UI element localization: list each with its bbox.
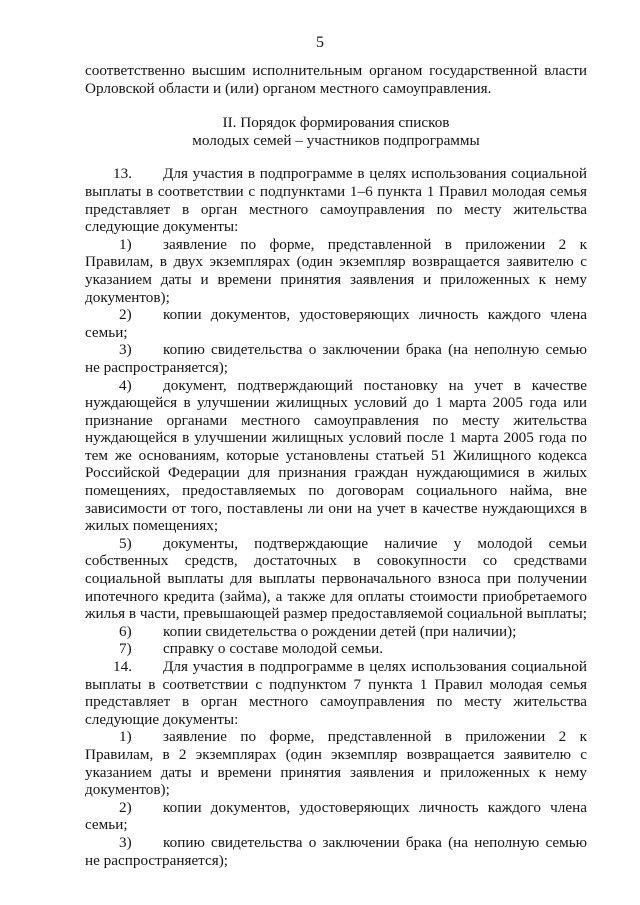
document-body (85, 62, 587, 869)
list-item (85, 799, 587, 834)
list-item-text: копии документов, удостоверяющих личность каждого члена семьи; (85, 798, 587, 834)
list-item-number: 3) (119, 833, 132, 851)
list-item (85, 377, 587, 535)
list-item-text: копии документов, удостоверяющих личность каждого члена семьи; (85, 306, 587, 341)
list-item (85, 236, 587, 306)
section-title (85, 114, 587, 149)
list-item-number: 2) (119, 306, 132, 324)
list-item-number: 7) (119, 640, 132, 658)
list-item-number: 5) (119, 534, 132, 552)
list-item (85, 341, 587, 376)
list-item-text: копию свидетельства о заключении брака (на неполную семью не распространяется); (85, 833, 587, 869)
list-item (85, 834, 587, 869)
list-item-text: копию свидетельства о заключении брака (на неполную семью не распространяется); (85, 341, 587, 376)
list-item (85, 728, 587, 798)
intro-paragraph: соответственно высшим исполнительным органом государственной власти Орловской области и (или) органом местного самоуправления. (85, 62, 587, 97)
list-item-number: 3) (119, 341, 132, 359)
page-number: 5 (316, 34, 324, 51)
list-item-number: 4) (119, 376, 132, 394)
list-item (85, 535, 587, 623)
paragraph-13 (85, 165, 587, 235)
list-item-text: справку о составе молодой семьи. (163, 640, 384, 658)
section-title-line-2: молодых семей – участников подпрограммы (192, 131, 480, 149)
list-item-text: копии свидетельства о рождении детей (при наличии); (163, 622, 517, 640)
list-item (85, 640, 587, 658)
section-title-line-1: II. Порядок формирования списков (222, 114, 450, 132)
list-item (85, 306, 587, 341)
list-item-text: заявление по форме, представленной в приложении 2 к Правилам, в 2 экземплярах (один экземпляр возвращается заявителю с указанием даты и времени принятия заявления и приложенных к нему документов); (85, 728, 587, 799)
list-item-number: 1) (119, 728, 132, 746)
list-item-text: заявление по форме, представленной в приложении 2 к Правилам, в двух экземплярах (один экземпляр возвращается заявителю с указанием даты и времени принятия заявления и приложенных к нему документов); (85, 235, 587, 306)
paragraph-text: Для участия в подпрограмме в целях использования социальной выплаты в соответствии с подпунктом 7 пункта 1 Правил молодая семья представляет в орган местного самоуправления по месту жительства следующие документы: (85, 658, 587, 728)
list-item-text: документ, подтверждающий постановку на учет в качестве нуждающейся в улучшении жилищных условий до 1 марта 2005 года или признание органами местного самоуправления по месту жительства нуждающейся в улучшении жилищных условий после 1 марта 2005 года по тем же основаниям, которые установлены статьей 51 Жилищного кодекса Российской Федерации для признания граждан нуждающимися в жилых помещениях, предоставляемых по договорам социального найма, вне зависимости от того, поставлены ли они на учет в качестве нуждающихся в жилых помещениях; (85, 376, 587, 535)
paragraph-number: 13. (113, 165, 132, 183)
list-item (85, 623, 587, 641)
paragraph-text: Для участия в подпрограмме в целях использования социальной выплаты в соответствии с подпунктами 1–6 пункта 1 Правил молодая семья представляет в орган местного самоуправления по месту жительства следующие документы: (85, 165, 587, 236)
list-item-number: 2) (119, 798, 132, 816)
paragraph-number: 14. (113, 658, 132, 675)
list-item-number: 6) (119, 622, 132, 640)
list-item-number: 1) (119, 235, 132, 253)
paragraph-14 (85, 658, 587, 728)
list-item-text: документы, подтверждающие наличие у молодой семьи собственных средств, достаточных в совокупности со средствами социальной выплаты для выплаты первоначального взноса при получении ипотечного кредита (займа), а также для оплаты стоимости приобретаемого жилья в части, превышающей размер предоставляемой социальной выплаты; (85, 534, 587, 623)
